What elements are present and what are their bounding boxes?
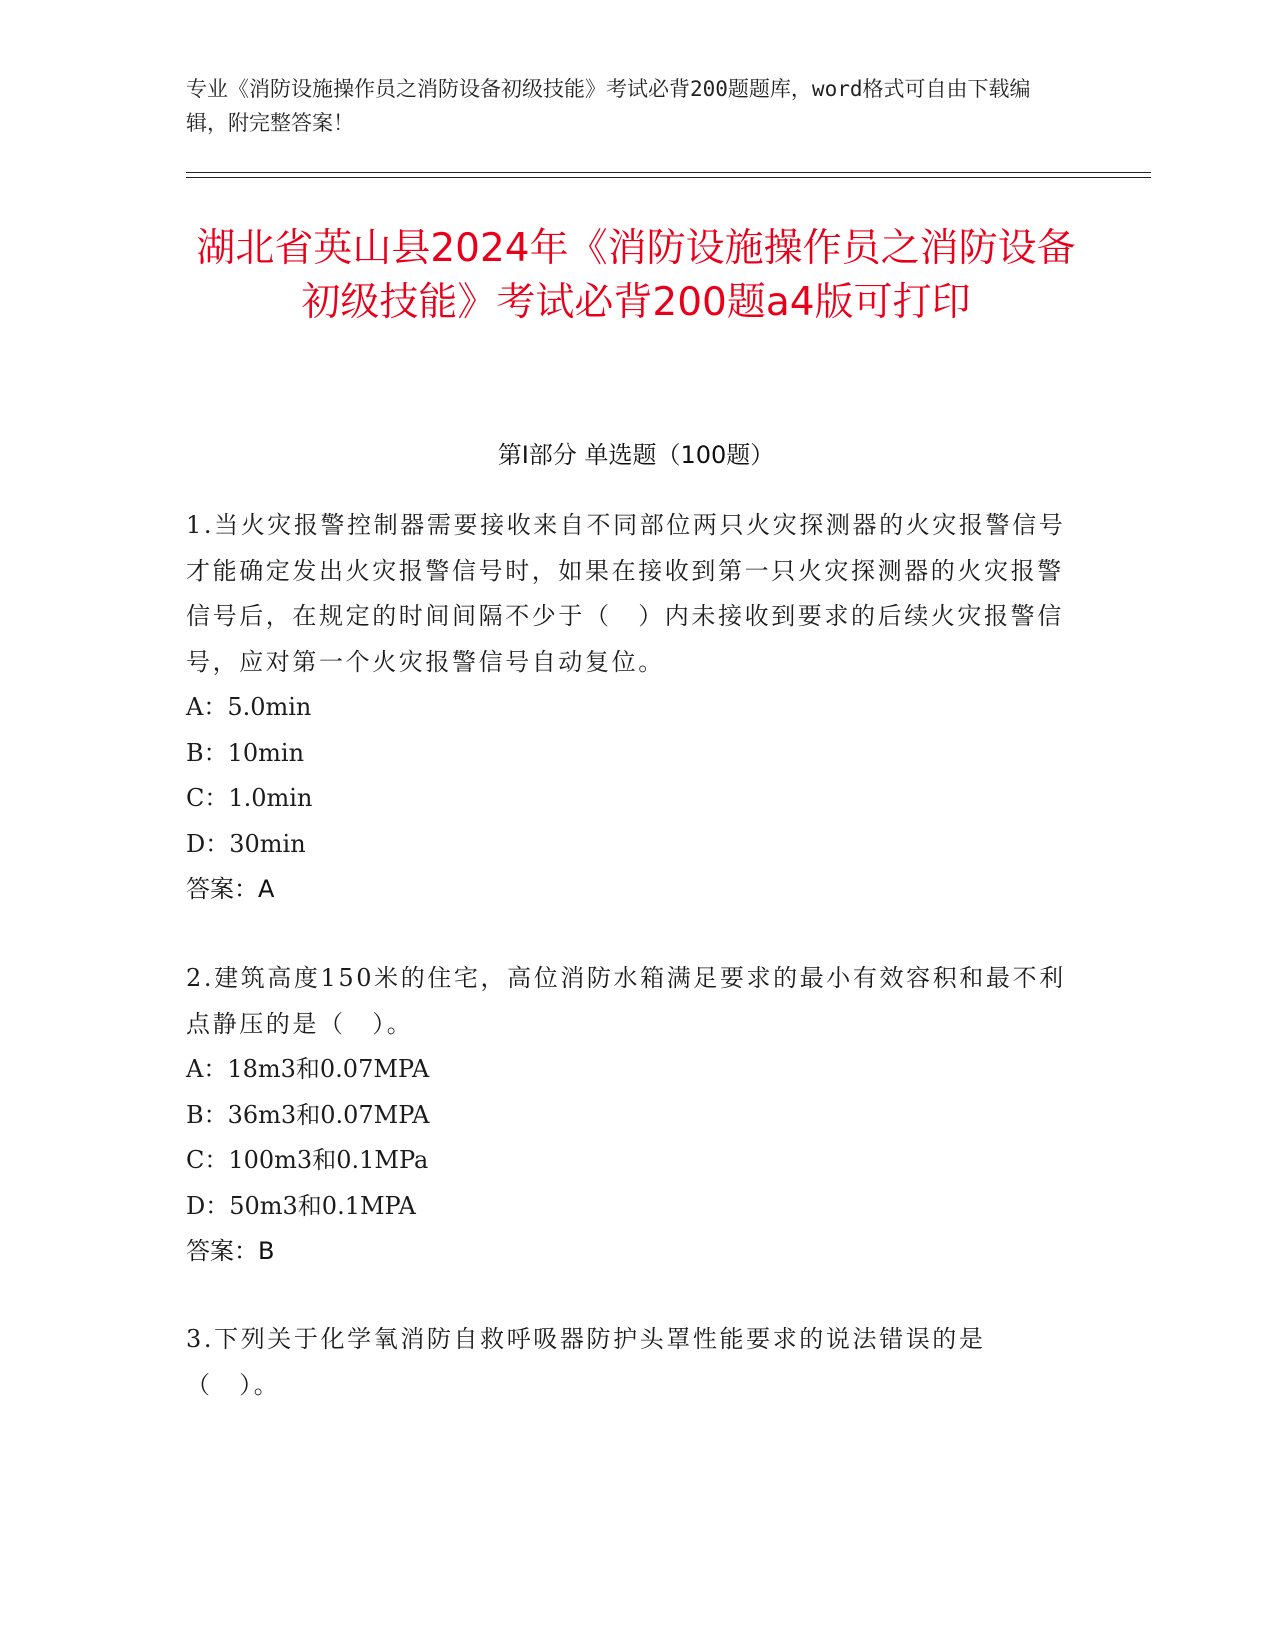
page-title: 湖北省英山县2024年《消防设施操作员之消防设备初级技能》考试必背200题a4版可打印 <box>196 226 1076 325</box>
option-a: A：18m3和0.07MPA <box>186 1055 430 1083</box>
option-b: B：36m3和0.07MPA <box>186 1100 430 1129</box>
option-c: C：100m3和0.1MPa <box>186 1146 429 1174</box>
answer-line: 答案：B <box>186 1237 275 1265</box>
section-heading: 第I部分 单选题（100题） <box>497 441 775 469</box>
question-1 <box>186 503 1066 913</box>
question-text: 1.当火灾报警控制器需要接收来自不同部位两只火灾探测器的火灾报警信号才能确定发出火灾报警信号时，如果在接收到第一只火灾探测器的火灾报警信号后，在规定的时间间隔不少于（ ）内未接收到要求的后续火灾报警信号，应对第一个火灾报警信号自动复位。 <box>186 511 1066 676</box>
option-c: C：1.0min <box>186 784 313 812</box>
question-3 <box>186 1317 1066 1408</box>
header-divider <box>186 172 1151 178</box>
option-a: A：5.0min <box>186 693 312 721</box>
option-d: D：30min <box>186 829 306 858</box>
option-b: B：10min <box>186 738 305 767</box>
question-text: 2.建筑高度150米的住宅，高位消防水箱满足要求的最小有效容积和最不利点静压的是（ ）。 <box>186 964 1066 1038</box>
answer-line: 答案：A <box>186 875 275 903</box>
question-text: 3.下列关于化学氧消防自救呼吸器防护头罩性能要求的说法错误的是（ ）。 <box>186 1325 986 1399</box>
question-2 <box>186 956 1066 1275</box>
option-d: D：50m3和0.1MPA <box>186 1191 416 1220</box>
header-note: 专业《消防设施操作员之消防设备初级技能》考试必背200题题库，word格式可自由下载编辑，附完整答案！ <box>186 77 1031 135</box>
